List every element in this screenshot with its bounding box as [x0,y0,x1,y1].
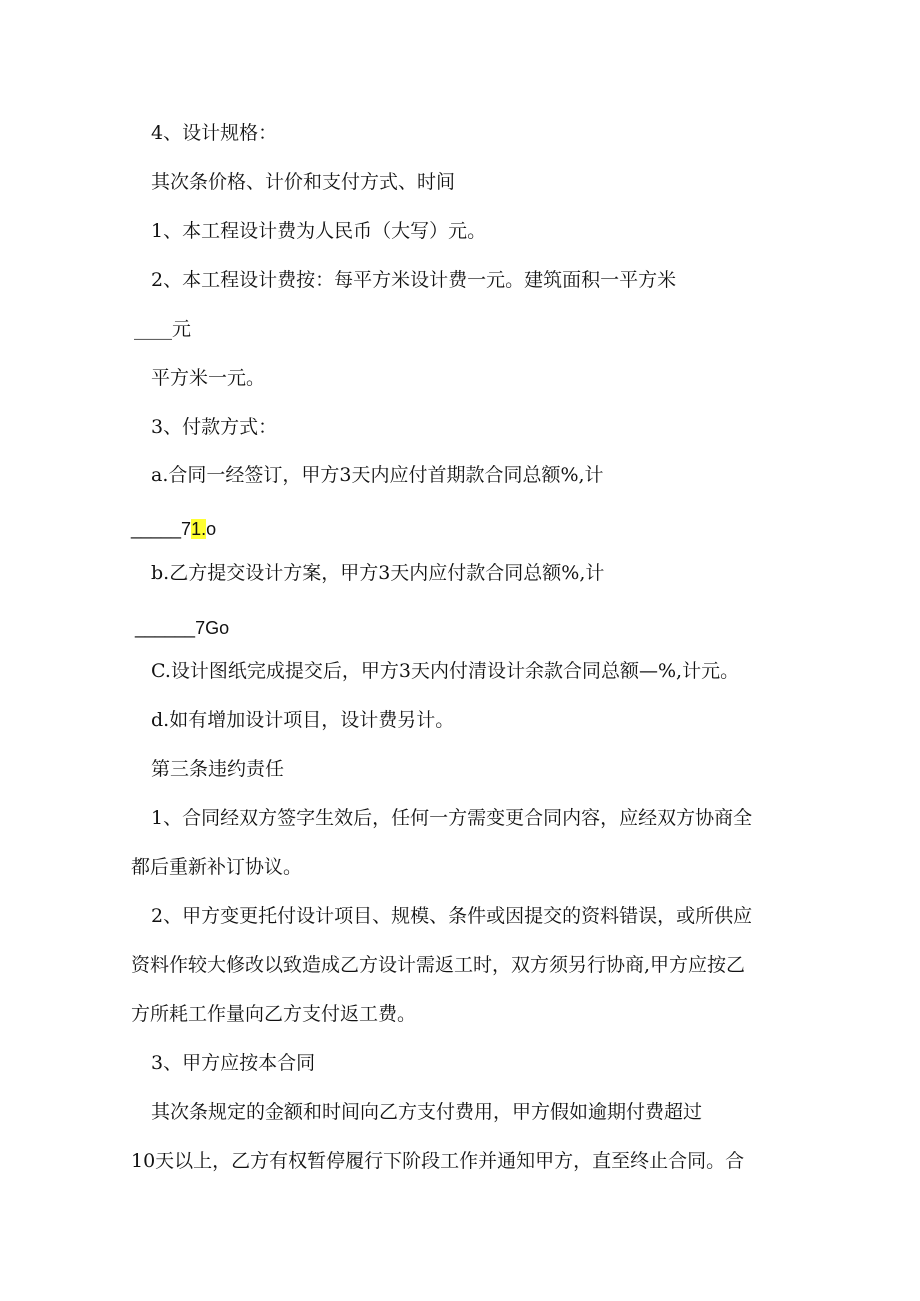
line-payment-c: C.设计图纸完成提交后，甲方3天内付清设计余款合同总额—%,计元。 [151,660,740,682]
line-breach-1b: 都后重新补订协议。 [131,856,303,878]
line-payment-d: d.如有增加设计项目，设计费另计。 [151,709,455,731]
line-blank-7go: ______7Go [135,618,230,638]
line-blank-yuan: ____元 [134,318,192,340]
line-fee-rmb: 1、本工程设计费为人民币（大写）元。 [151,220,487,242]
line-article-3-title: 第三条违约责任 [151,758,285,780]
line-breach-3c: 10天以上，乙方有权暂停履行下阶段工作并通知甲方，直至终止合同。合 [131,1150,745,1172]
line-breach-2b: 资料作较大修改以致造成乙方设计需返工时，双方须另行协商,甲方应按乙 [131,954,746,976]
line-payment-b: b.乙方提交设计方案，甲方3天内应付款合同总额%,计 [151,562,605,584]
line-breach-1a: 1、合同经双方签字生效后，任何一方需变更合同内容，应经双方协商全 [151,807,753,829]
line-breach-2c: 方所耗工作量向乙方支付返工费。 [131,1003,417,1025]
line-breach-2a: 2、甲方变更托付设计项目、规模、条件或因提交的资料错误，或所供应 [151,905,753,927]
line-sqm-yuan: 平方米一元。 [151,367,266,389]
highlighted-text: 1. [191,519,207,539]
line-breach-3b: 其次条规定的金额和时间向乙方支付费用，甲方假如逾期付费超过 [151,1101,703,1123]
line-fee-per-sqm: 2、本工程设计费按：每平方米设计费一元。建筑面积一平方米 [151,269,677,291]
line-blank-71 [131,517,216,541]
line-payment-a: a.合同一经签订，甲方3天内应付首期款合同总额%,计 [151,464,604,486]
line-breach-3a: 3、甲方应按本合同 [151,1052,316,1074]
blank-71-prefix: _____7 [131,519,192,539]
line-article-2-title: 其次条价格、计价和支付方式、时间 [151,171,456,193]
line-payment-method: 3、付款方式： [151,416,278,438]
line-design-spec: 4、设计规格： [151,122,278,144]
blank-71-suffix: o [206,519,217,539]
